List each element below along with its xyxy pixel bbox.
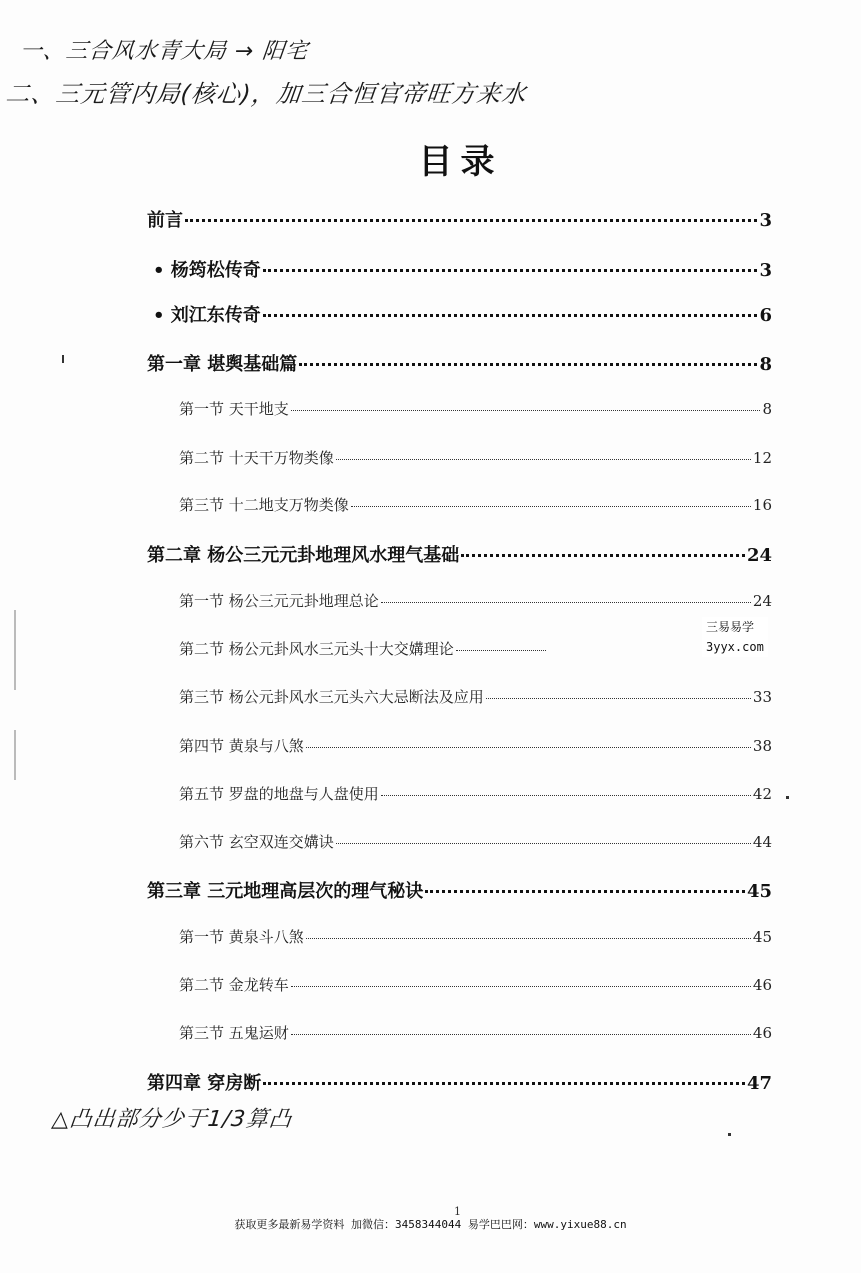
toc-entry-page: 46 [752,976,772,994]
toc-entry-section [179,831,772,852]
toc-entry-label: 前言 [147,210,183,231]
toc-leader-dots [486,698,751,699]
toc-entry-main [147,877,772,903]
handwritten-note-line-1: 一、三合风水青大局 → 阳宅 [18,39,310,64]
toc-entry-page: 24 [746,545,772,566]
toc-entry-page: 8 [762,400,772,418]
toc-leader-dots [263,269,758,272]
toc-entry-label: 第二章 杨公三元元卦地理风水理气基础 [147,545,460,566]
toc-entry-section [179,590,772,611]
toc-entry-label: • 刘江东传奇 [153,305,261,326]
toc-leader-dots [291,410,761,411]
toc-entry-page: 24 [752,592,772,610]
toc-entry-page: 42 [752,785,772,803]
toc-leader-dots [291,1034,751,1035]
toc-leader-dots [263,1082,745,1085]
toc-entry-page: 6 [759,305,772,326]
scan-speck [786,796,789,799]
toc-entry-page: 33 [752,688,772,706]
watermark-line-1: 三易易学 [706,620,755,634]
toc-entry-page: 16 [752,496,772,514]
toc-entry-page: 38 [752,737,772,755]
toc-entry-section [179,783,772,804]
handwritten-note-line-2: 二、三元管内局(核心)，加三合恒官帝旺方来水 [4,80,528,108]
toc-entry-label: 第六节 玄空双连交媾诀 [179,833,334,851]
toc-leader-dots [425,890,745,893]
toc-entry-page: 46 [752,1024,772,1042]
toc-leader-dots [351,506,751,507]
footer-text: 获取更多最新易学资料 加微信：3458344044 易学巴巴网：www.yixue88.cn [234,1218,627,1231]
toc-entry-page: 45 [746,881,772,902]
scan-speck [14,730,16,780]
toc-entry-label: 第二节 十天干万物类像 [179,449,334,467]
toc-entry-main [153,301,772,327]
toc-leader-dots [336,459,751,460]
toc-entry-label: 第一节 黄泉斗八煞 [179,928,304,946]
toc-leader-dots [381,602,751,603]
toc-entry-page: 47 [746,1073,772,1094]
toc-leader-dots [185,219,757,222]
toc-entry-label: 第二节 金龙转车 [179,976,289,994]
toc-entry-section [179,974,772,995]
toc-entry-section [179,638,772,659]
toc-entry-page: 12 [752,449,772,467]
toc-entry-main [153,256,772,282]
toc-entry-label: 第三节 杨公元卦风水三元头六大忌断法及应用 [179,688,484,706]
toc-entry-section [179,1022,772,1043]
toc-entry-label: 第三节 五鬼运财 [179,1024,289,1042]
toc-entry-main [147,206,772,232]
toc-entry-section [179,398,772,419]
toc-leader-dots [299,363,757,366]
handwritten-bottom-note: △凸出部分少于1/3算凸 [50,1107,294,1132]
toc-leader-dots [336,843,751,844]
toc-entry-section [179,686,772,707]
toc-entry-section [179,494,772,515]
toc-leader-dots [381,795,751,796]
toc-leader-dots [456,650,546,651]
toc-entry-label: 第三节 十二地支万物类像 [179,496,349,514]
toc-entry-label: 第三章 三元地理高层次的理气秘诀 [147,881,424,902]
toc-entry-page: 45 [752,928,772,946]
toc-entry-label: 第四节 黄泉与八煞 [179,737,304,755]
page-number: 1 [454,1205,461,1218]
toc-entry-label: 第一章 堪舆基础篇 [147,354,298,375]
toc-leader-dots [461,554,745,557]
toc-entry-label: 第一节 天干地支 [179,400,289,418]
toc-leader-dots [306,938,751,939]
toc-entry-section [179,735,772,756]
toc-entry-label: • 杨筠松传奇 [153,260,261,281]
toc-entry-label: 第四章 穿房断 [147,1073,262,1094]
toc-entry-page: 8 [759,354,772,375]
toc-entry-page: 3 [759,260,772,281]
scan-speck [14,610,16,690]
page-title: 目录 [418,142,503,182]
toc-entry-page: 3 [759,210,772,231]
toc-entry-label: 第五节 罗盘的地盘与人盘使用 [179,785,379,803]
scan-speck [62,355,64,363]
toc-entry-section [179,926,772,947]
toc-entry-main [147,1069,772,1095]
toc-entry-section [179,447,772,468]
scan-speck [728,1133,731,1136]
watermark-stamp [702,617,768,657]
toc-entry-label: 第二节 杨公元卦风水三元头十大交媾理论 [179,640,454,658]
toc-leader-dots [291,986,751,987]
toc-entry-main [147,541,772,567]
toc-leader-dots [263,314,758,317]
toc-entry-label: 第一节 杨公三元元卦地理总论 [179,592,379,610]
toc-leader-dots [306,747,751,748]
watermark-line-2: 3yyx.com [706,640,764,654]
toc-entry-page: 44 [752,833,772,851]
toc-entry-main [147,350,772,376]
